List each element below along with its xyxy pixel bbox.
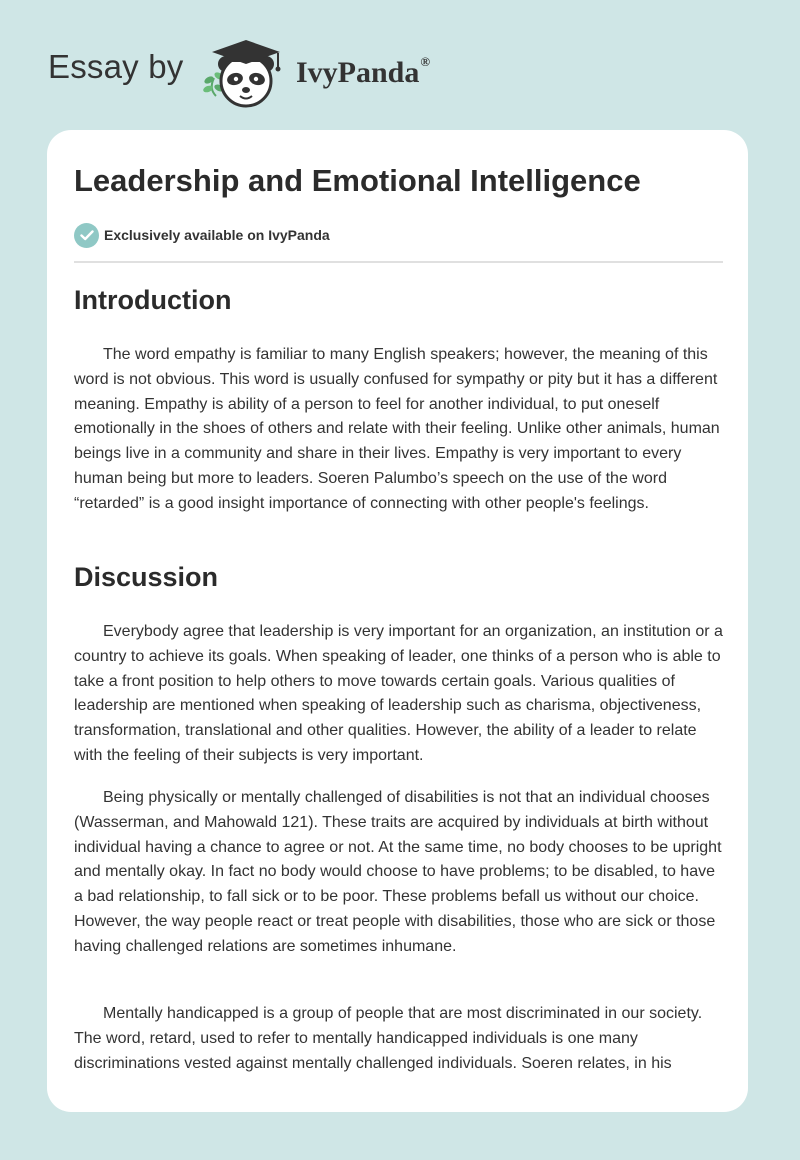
essay-card (47, 130, 748, 1112)
paragraph: Everybody agree that leadership is very important for an organization, an institution or a country to achieve its goals. When speaking of leader, one thinks of a person who is able to take a front position to help others to move towards certain goals. Various qualities of leadership are mentioned when speaking of leadership such as charisma, objectiveness, transformation, translational and other qualities. However, the ability of a leader to relate with the feeling of their subjects is very important. (74, 623, 723, 764)
check-circle-icon (74, 223, 99, 248)
essay-by-label: Essay by (48, 48, 184, 85)
panda-graduate-logo-icon[interactable] (200, 34, 292, 110)
exclusive-badge (74, 222, 330, 248)
paragraph: Mentally handicapped is a group of people that are most discriminated in our society. The word, retard, used to refer to mentally handicapped individuals is one many discriminations vested against mentally challenged individuals. Soeren relates, in his (74, 1005, 703, 1072)
page-title: Leadership and Emotional Intelligence (74, 163, 641, 198)
site-header (0, 0, 800, 130)
exclusive-label: Exclusively available on IvyPanda (104, 227, 330, 243)
paragraph: The word empathy is familiar to many English speakers; however, the meaning of this word is not obvious. This word is usually confused for sympathy or pity but it has a different meaning. Empathy is ability of a person to feel for another individual, to put oneself emotionally in the shoes of others and relate with their feeling. Unlike other animals, human beings live in a community and share in their lives. Empathy is very important to every human being but more to leaders. Soeren Palumbo’s speech on the use of the word “retarded” is a good insight importance of connecting with other people's feelings. (74, 346, 720, 512)
section-heading-introduction: Introduction (74, 285, 232, 315)
paragraph: Being physically or mentally challenged of disabilities is not that an individual chooses (Wasserman, and Mahowald 121). These traits are acquired by individuals at birth without individual having a chance to agree or not. At the same time, no body chooses to be upright and mentally okay. In fact no body would choose to have problems; to be disabled, to have a bad relationship, to fall sick or to be poor. These problems befall us without our choice. However, the way people react or treat people with disabilities, those who are sick or those having challenged relations are sometimes inhumane. (74, 789, 722, 955)
brand-text: IvyPanda (296, 56, 420, 89)
section-heading-discussion: Discussion (74, 562, 219, 592)
divider (74, 261, 723, 263)
brand-name[interactable] (296, 56, 430, 90)
registered-mark: ® (420, 54, 431, 69)
